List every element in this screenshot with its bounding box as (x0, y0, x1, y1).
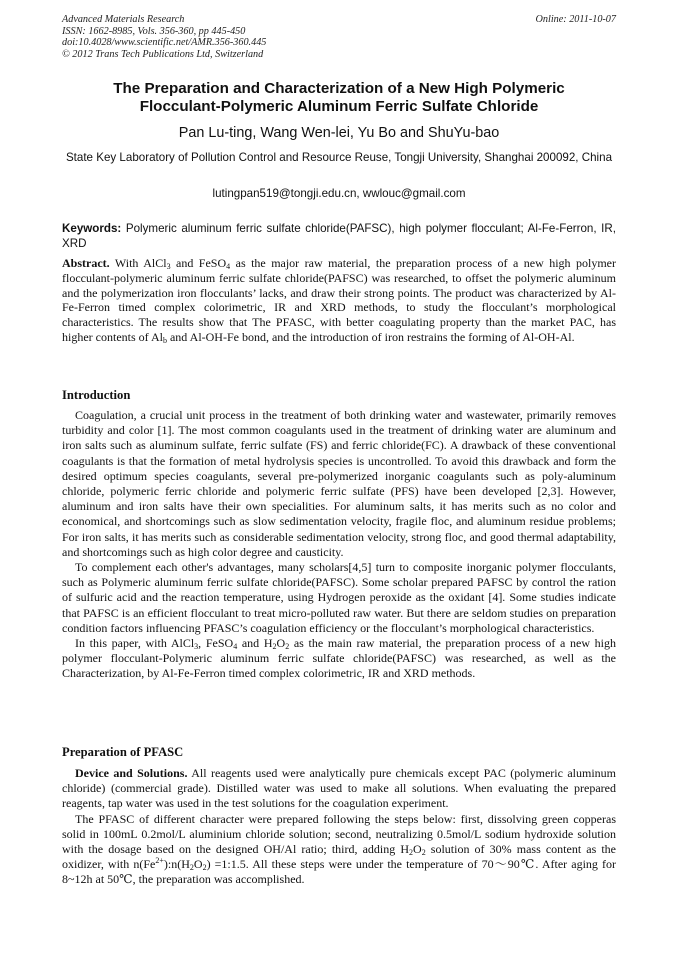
abstract-text: and FeSO (170, 256, 227, 270)
subscript: 2 (285, 642, 290, 652)
subscript: 4 (233, 642, 238, 652)
paragraph (62, 766, 616, 812)
abstract-text: and Al-OH-Fe bond, and the introduction of iron restrains the forming of Al-OH-Al. (166, 329, 575, 344)
text: ):n(H (163, 857, 190, 872)
issn-line: ISSN: 1662-8985, Vols. 356-360, pp 445-450 (62, 25, 246, 37)
text: solution of 30% mass content as the oxidizer, with n(Fe (62, 842, 617, 872)
text: O (276, 636, 286, 651)
abstract-text: With AlCl (109, 256, 167, 270)
text: In this paper, with AlCl (75, 636, 195, 651)
text: O (413, 842, 422, 857)
online-date: Online: 2011-10-07 (535, 14, 616, 25)
text: All reagents used were analytically pure chemicals except PAC (polymeric aluminum chloride) (commercial grade). Distilled water was used to make all solutions. When evaluating the prepared reagents, tap water was used in the test solutions for the coagulation experiment. (62, 766, 616, 811)
text: as the main raw material, the preparation process of a new high polymer flocculant-Polymeric aluminum ferric sulfate chloride(PAFSC) was researched, as well as the Characterization, by Al-Fe-Ferron timed complex colorimetric, IR and XRD methods. (62, 636, 617, 681)
preparation-body (62, 766, 616, 888)
keywords-label: Keywords: (62, 222, 122, 235)
abstract-label: Abstract. (62, 256, 110, 270)
title-line-1: The Preparation and Characterization of a New High Polymeric (113, 80, 565, 97)
subscript: 4 (226, 262, 231, 271)
paragraph (62, 636, 616, 682)
journal-header (62, 14, 616, 60)
section-heading-introduction: Introduction (62, 388, 131, 402)
title-line-2: Flocculant-Polymeric Aluminum Ferric Sulfate Chloride (139, 98, 539, 115)
subscript: 2 (409, 848, 414, 858)
section-heading-preparation: Preparation of PFASC (62, 745, 184, 759)
subscript: 2 (272, 642, 277, 652)
email-addresses: lutingpan519@tongji.edu.cn, wwlouc@gmail.com (212, 187, 466, 200)
text: The PFASC of different character were prepared following the steps below: first, dissolving green copperas solid in 100mL 0.2mol/L aluminium chloride solution; second, neutralizing 0.5mol/L sodium hydroxide solution with the dosage based on the designed OH/Al ratio; third, adding H (62, 811, 616, 857)
keywords (62, 221, 616, 252)
subscript: 2 (202, 863, 207, 873)
superscript: 2+ (155, 856, 164, 866)
doi-line: doi:10.4028/www.scientific.net/AMR.356-360.445 (62, 37, 267, 49)
copyright-line: © 2012 Trans Tech Publications Ltd, Switzerland (62, 48, 264, 60)
subsection-label: Device and Solutions. (75, 766, 188, 780)
paragraph: To complement each other's advantages, many scholars[4,5] turn to composite inorganic polymer flocculants, such as Polymeric aluminum ferric sulfate chloride(PAFSC). Some scholar prepared PAFSC by control the ration of sulfuric acid and the reaction temperature, using Hydrogen peroxide as the oxidant [4]. Some studies indicate that PAFSC is an efficient flocculant to treat micro-polluted raw water. But there are seldom studies on preparation condition factors influencing PFASC’s coagulation efficiency or the flocculant’s morphological characteristics. (62, 560, 616, 635)
abstract (62, 256, 616, 345)
subscript: 2 (421, 848, 426, 858)
text: O (193, 857, 203, 872)
text: and H (237, 636, 273, 651)
paper-title (62, 80, 616, 116)
keywords-text: Polymeric aluminum ferric sulfate chloride(PAFSC), high polymer flocculant; Al-Fe-Ferron, IR, XRD (62, 222, 616, 251)
authors: Pan Lu-ting, Wang Wen-lei, Yu Bo and ShuYu-bao (178, 125, 500, 141)
paragraph: Coagulation, a crucial unit process in the treatment of both drinking water and wastewater, primarily removes turbidity and color [1]. The most common coagulants used in the treatment of drinking water are aluminum and iron salts such as aluminum sulfate, ferric sulfate (FS) and ferric chloride(FC). A drawback of these conventional coagulants is that the formation of metal hydrolysis species is uncontrolled. To avoid this drawback and form the desired optimum species coagulants, several pre-polymerized inorganic coagulants such as poly-aluminum chloride, polymeric ferric chloride and polymeric ferric sulfate (PFS) have been developed [2,3]. However, aluminum and iron salts have their own specialities. For aluminum salts, it has merits such as no color and economical, and shortcomings such as slow sedimentation velocity, fragile floc, and aluminum residue problems; For iron salts, it has merits such as considerable sedimentation velocity, strong floc, and good thermal adaptability, and shortcomings such as high color degree and causticity. (62, 408, 616, 559)
journal-name: Advanced Materials Research (62, 14, 185, 25)
subscript: 3 (194, 642, 199, 652)
text: , FeSO (198, 636, 234, 651)
subscript: b (162, 335, 167, 345)
affiliation: State Key Laboratory of Pollution Control and Resource Reuse, Tongji University, Shanghai 200092, China (65, 151, 613, 164)
paragraph (62, 812, 616, 888)
abstract-text: as the major raw material, the preparation process of a new high polymer flocculant-polymeric aluminum ferric sulfate chloride(PAFSC) was researched, to offset the polymeric aluminum and the polymerization iron flocculants’ lacks, and draw their strong points. The product was characterized by Al-Fe-Ferron timed complex colorimetric, IR and XRD methods, to study the flocculant’s morphological characteristics. The results show that The PFASC, with better coagulating property than the market PAC, has higher contents of Al (62, 256, 617, 344)
subscript: 3 (166, 262, 171, 271)
subscript: 2 (189, 863, 194, 873)
introduction-body (62, 408, 616, 682)
text: ) =1:1.5. All these steps were under the temperature of 70～90℃. After aging for 8~12h at 50℃, the preparation was accomplished. (62, 857, 616, 887)
